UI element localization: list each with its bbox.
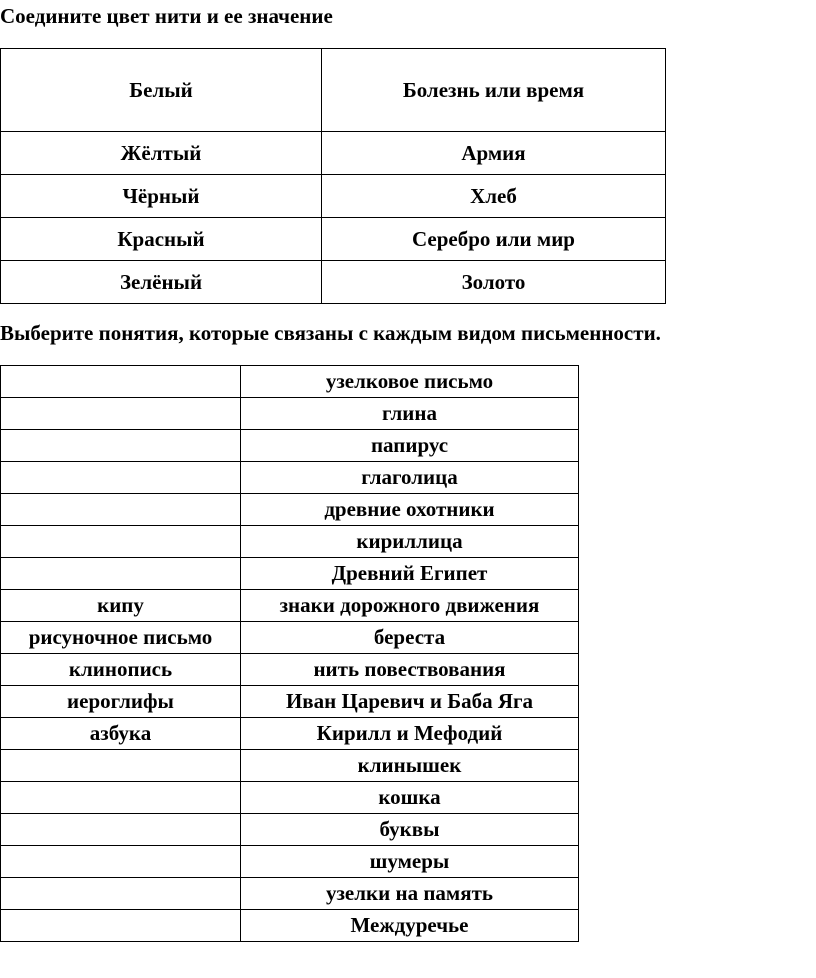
term-cell: [1, 398, 241, 430]
meaning-cell: Серебро или мир: [322, 218, 666, 261]
table-row: [1, 686, 579, 718]
term-cell: [1, 558, 241, 590]
term-cell: Чёрный: [1, 175, 322, 218]
term-cell: [1, 910, 241, 942]
table-row: [1, 430, 579, 462]
meaning-cell: Болезнь или время: [322, 49, 666, 132]
writing-systems-table: [0, 365, 579, 942]
meaning-cell: древние охотники: [241, 494, 579, 526]
term-cell: клинопись: [1, 654, 241, 686]
term-cell: [1, 430, 241, 462]
term-cell: [1, 750, 241, 782]
table-row: [1, 750, 579, 782]
table-row: [1, 366, 579, 398]
table-row: [1, 814, 579, 846]
meaning-cell: Междуречье: [241, 910, 579, 942]
table-row: [1, 622, 579, 654]
term-cell: Белый: [1, 49, 322, 132]
table-row: [1, 654, 579, 686]
meaning-cell: глина: [241, 398, 579, 430]
term-cell: [1, 846, 241, 878]
term-cell: кипу: [1, 590, 241, 622]
table-row: [1, 494, 579, 526]
meaning-cell: нить повествования: [241, 654, 579, 686]
meaning-cell: Золото: [322, 261, 666, 304]
table-row: [1, 526, 579, 558]
table-row: [1, 718, 579, 750]
task2-title: Выберите понятия, которые связаны с каждым видом письменности.: [0, 321, 661, 345]
term-cell: Жёлтый: [1, 132, 322, 175]
table-row: [1, 590, 579, 622]
term-cell: [1, 462, 241, 494]
meaning-cell: Армия: [322, 132, 666, 175]
meaning-cell: Древний Египет: [241, 558, 579, 590]
meaning-cell: знаки дорожного движения: [241, 590, 579, 622]
table-row: [1, 175, 666, 218]
table-row: [1, 558, 579, 590]
meaning-cell: береста: [241, 622, 579, 654]
table-row: [1, 218, 666, 261]
meaning-cell: Иван Царевич и Баба Яга: [241, 686, 579, 718]
term-cell: [1, 782, 241, 814]
term-cell: [1, 494, 241, 526]
meaning-cell: глаголица: [241, 462, 579, 494]
term-cell: иероглифы: [1, 686, 241, 718]
meaning-cell: кошка: [241, 782, 579, 814]
meaning-cell: Хлеб: [322, 175, 666, 218]
task1-title: Соедините цвет нити и ее значение: [0, 4, 333, 28]
table-row: [1, 782, 579, 814]
table-row: [1, 846, 579, 878]
meaning-cell: узелковое письмо: [241, 366, 579, 398]
term-cell: Красный: [1, 218, 322, 261]
meaning-cell: папирус: [241, 430, 579, 462]
table-row: [1, 49, 666, 132]
term-cell: Зелёный: [1, 261, 322, 304]
thread-color-table: [0, 48, 666, 304]
term-cell: [1, 366, 241, 398]
term-cell: [1, 878, 241, 910]
meaning-cell: буквы: [241, 814, 579, 846]
meaning-cell: Кирилл и Мефодий: [241, 718, 579, 750]
table-row: [1, 132, 666, 175]
term-cell: рисуночное письмо: [1, 622, 241, 654]
meaning-cell: кириллица: [241, 526, 579, 558]
table-row: [1, 462, 579, 494]
meaning-cell: клинышек: [241, 750, 579, 782]
term-cell: [1, 814, 241, 846]
meaning-cell: шумеры: [241, 846, 579, 878]
meaning-cell: узелки на память: [241, 878, 579, 910]
table-row: [1, 910, 579, 942]
table-row: [1, 398, 579, 430]
term-cell: [1, 526, 241, 558]
table-row: [1, 878, 579, 910]
term-cell: азбука: [1, 718, 241, 750]
table-row: [1, 261, 666, 304]
